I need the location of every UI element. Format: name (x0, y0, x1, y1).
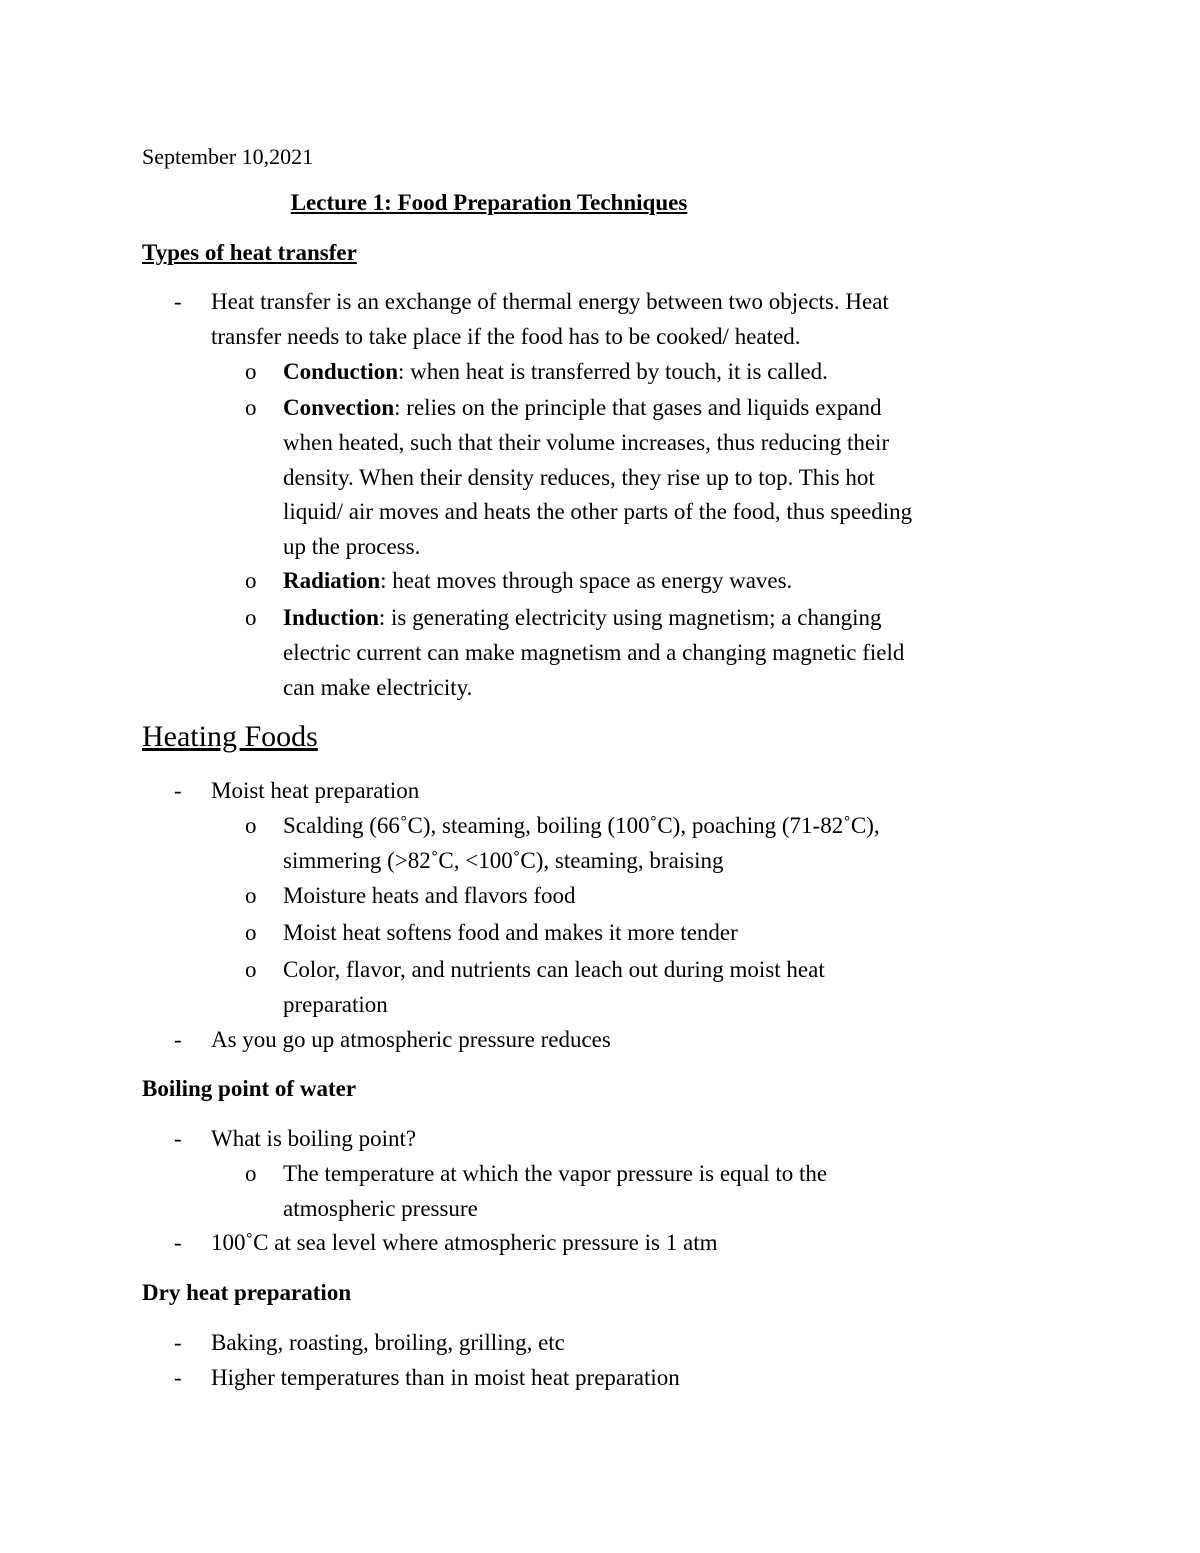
dry-heat-methods-item: Baking, roasting, broiling, grilling, etc (211, 1330, 565, 1355)
heading-heating-foods: Heating Foods (142, 720, 318, 753)
convection-text-line-5: up the process. (283, 534, 421, 559)
dash-bullet: - (174, 778, 182, 803)
circle-bullet: o (245, 359, 257, 384)
circle-bullet: o (245, 605, 257, 630)
dash-bullet: - (174, 1365, 182, 1390)
induction-term: Induction (283, 605, 379, 630)
convection-item (283, 391, 882, 426)
circle-bullet: o (245, 957, 257, 982)
lecture-title: Lecture 1: Food Preparation Techniques (290, 190, 688, 215)
convection-term: Convection (283, 395, 395, 420)
moist-methods-line-2: simmering (>82˚C, <100˚C), steaming, braising (283, 848, 724, 873)
circle-bullet: o (245, 1161, 257, 1186)
convection-text-line-1: : relies on the principle that gases and liquids expand (394, 395, 882, 420)
atmospheric-pressure-item: As you go up atmospheric pressure reduces (211, 1027, 611, 1052)
circle-bullet: o (245, 920, 257, 945)
nutrients-leach-line-1: Color, flavor, and nutrients can leach out during moist heat (283, 957, 825, 982)
radiation-item (283, 564, 792, 599)
moist-methods-line-1: Scalding (66˚C), steaming, boiling (100˚C), poaching (71-82˚C), (283, 813, 880, 838)
boiling-point-definition-line-1: The temperature at which the vapor pressure is equal to the (283, 1161, 828, 1186)
circle-bullet: o (245, 395, 257, 420)
convection-text-line-4: liquid/ air moves and heats the other parts of the food, thus speeding (283, 499, 913, 524)
circle-bullet: o (245, 568, 257, 593)
convection-text-line-3: density. When their density reduces, they rise up to top. This hot (283, 465, 875, 490)
dash-bullet: - (174, 1330, 182, 1355)
higher-temperatures-item: Higher temperatures than in moist heat preparation (211, 1365, 680, 1390)
dash-bullet: - (174, 1230, 182, 1255)
heat-transfer-definition-line-2: transfer needs to take place if the food has to be cooked/ heated. (211, 324, 801, 349)
dash-bullet: - (174, 1126, 182, 1151)
circle-bullet: o (245, 883, 257, 908)
moist-heat-preparation-item: Moist heat preparation (211, 778, 420, 803)
nutrients-leach-line-2: preparation (283, 992, 388, 1017)
induction-text-line-1: : is generating electricity using magnetism; a changing (378, 605, 882, 630)
heading-types-of-heat-transfer: Types of heat transfer (142, 240, 357, 265)
dash-bullet: - (174, 1027, 182, 1052)
boiling-point-definition-line-2: atmospheric pressure (283, 1196, 478, 1221)
lecture-date: September 10,2021 (142, 144, 314, 169)
radiation-term: Radiation (283, 568, 381, 593)
induction-text-line-3: can make electricity. (283, 675, 473, 700)
conduction-term: Conduction (283, 359, 399, 384)
induction-text-line-2: electric current can make magnetism and a changing magnetic field (283, 640, 905, 665)
moisture-flavors-item: Moisture heats and flavors food (283, 883, 576, 908)
boiling-point-question-item: What is boiling point? (211, 1126, 417, 1151)
conduction-item (283, 355, 828, 390)
heading-dry-heat-preparation: Dry heat preparation (142, 1280, 352, 1305)
circle-bullet: o (245, 813, 257, 838)
moist-heat-softens-item: Moist heat softens food and makes it more tender (283, 920, 738, 945)
sea-level-boiling-item: 100˚C at sea level where atmospheric pressure is 1 atm (211, 1230, 718, 1255)
dash-bullet: - (174, 289, 182, 314)
conduction-text: : when heat is transferred by touch, it is called. (398, 359, 828, 384)
heading-boiling-point-of-water: Boiling point of water (142, 1076, 357, 1101)
induction-item (283, 601, 882, 636)
radiation-text: : heat moves through space as energy waves. (380, 568, 793, 593)
heat-transfer-definition-line-1: Heat transfer is an exchange of thermal energy between two objects. Heat (211, 289, 889, 314)
convection-text-line-2: when heated, such that their volume increases, thus reducing their (283, 430, 890, 455)
